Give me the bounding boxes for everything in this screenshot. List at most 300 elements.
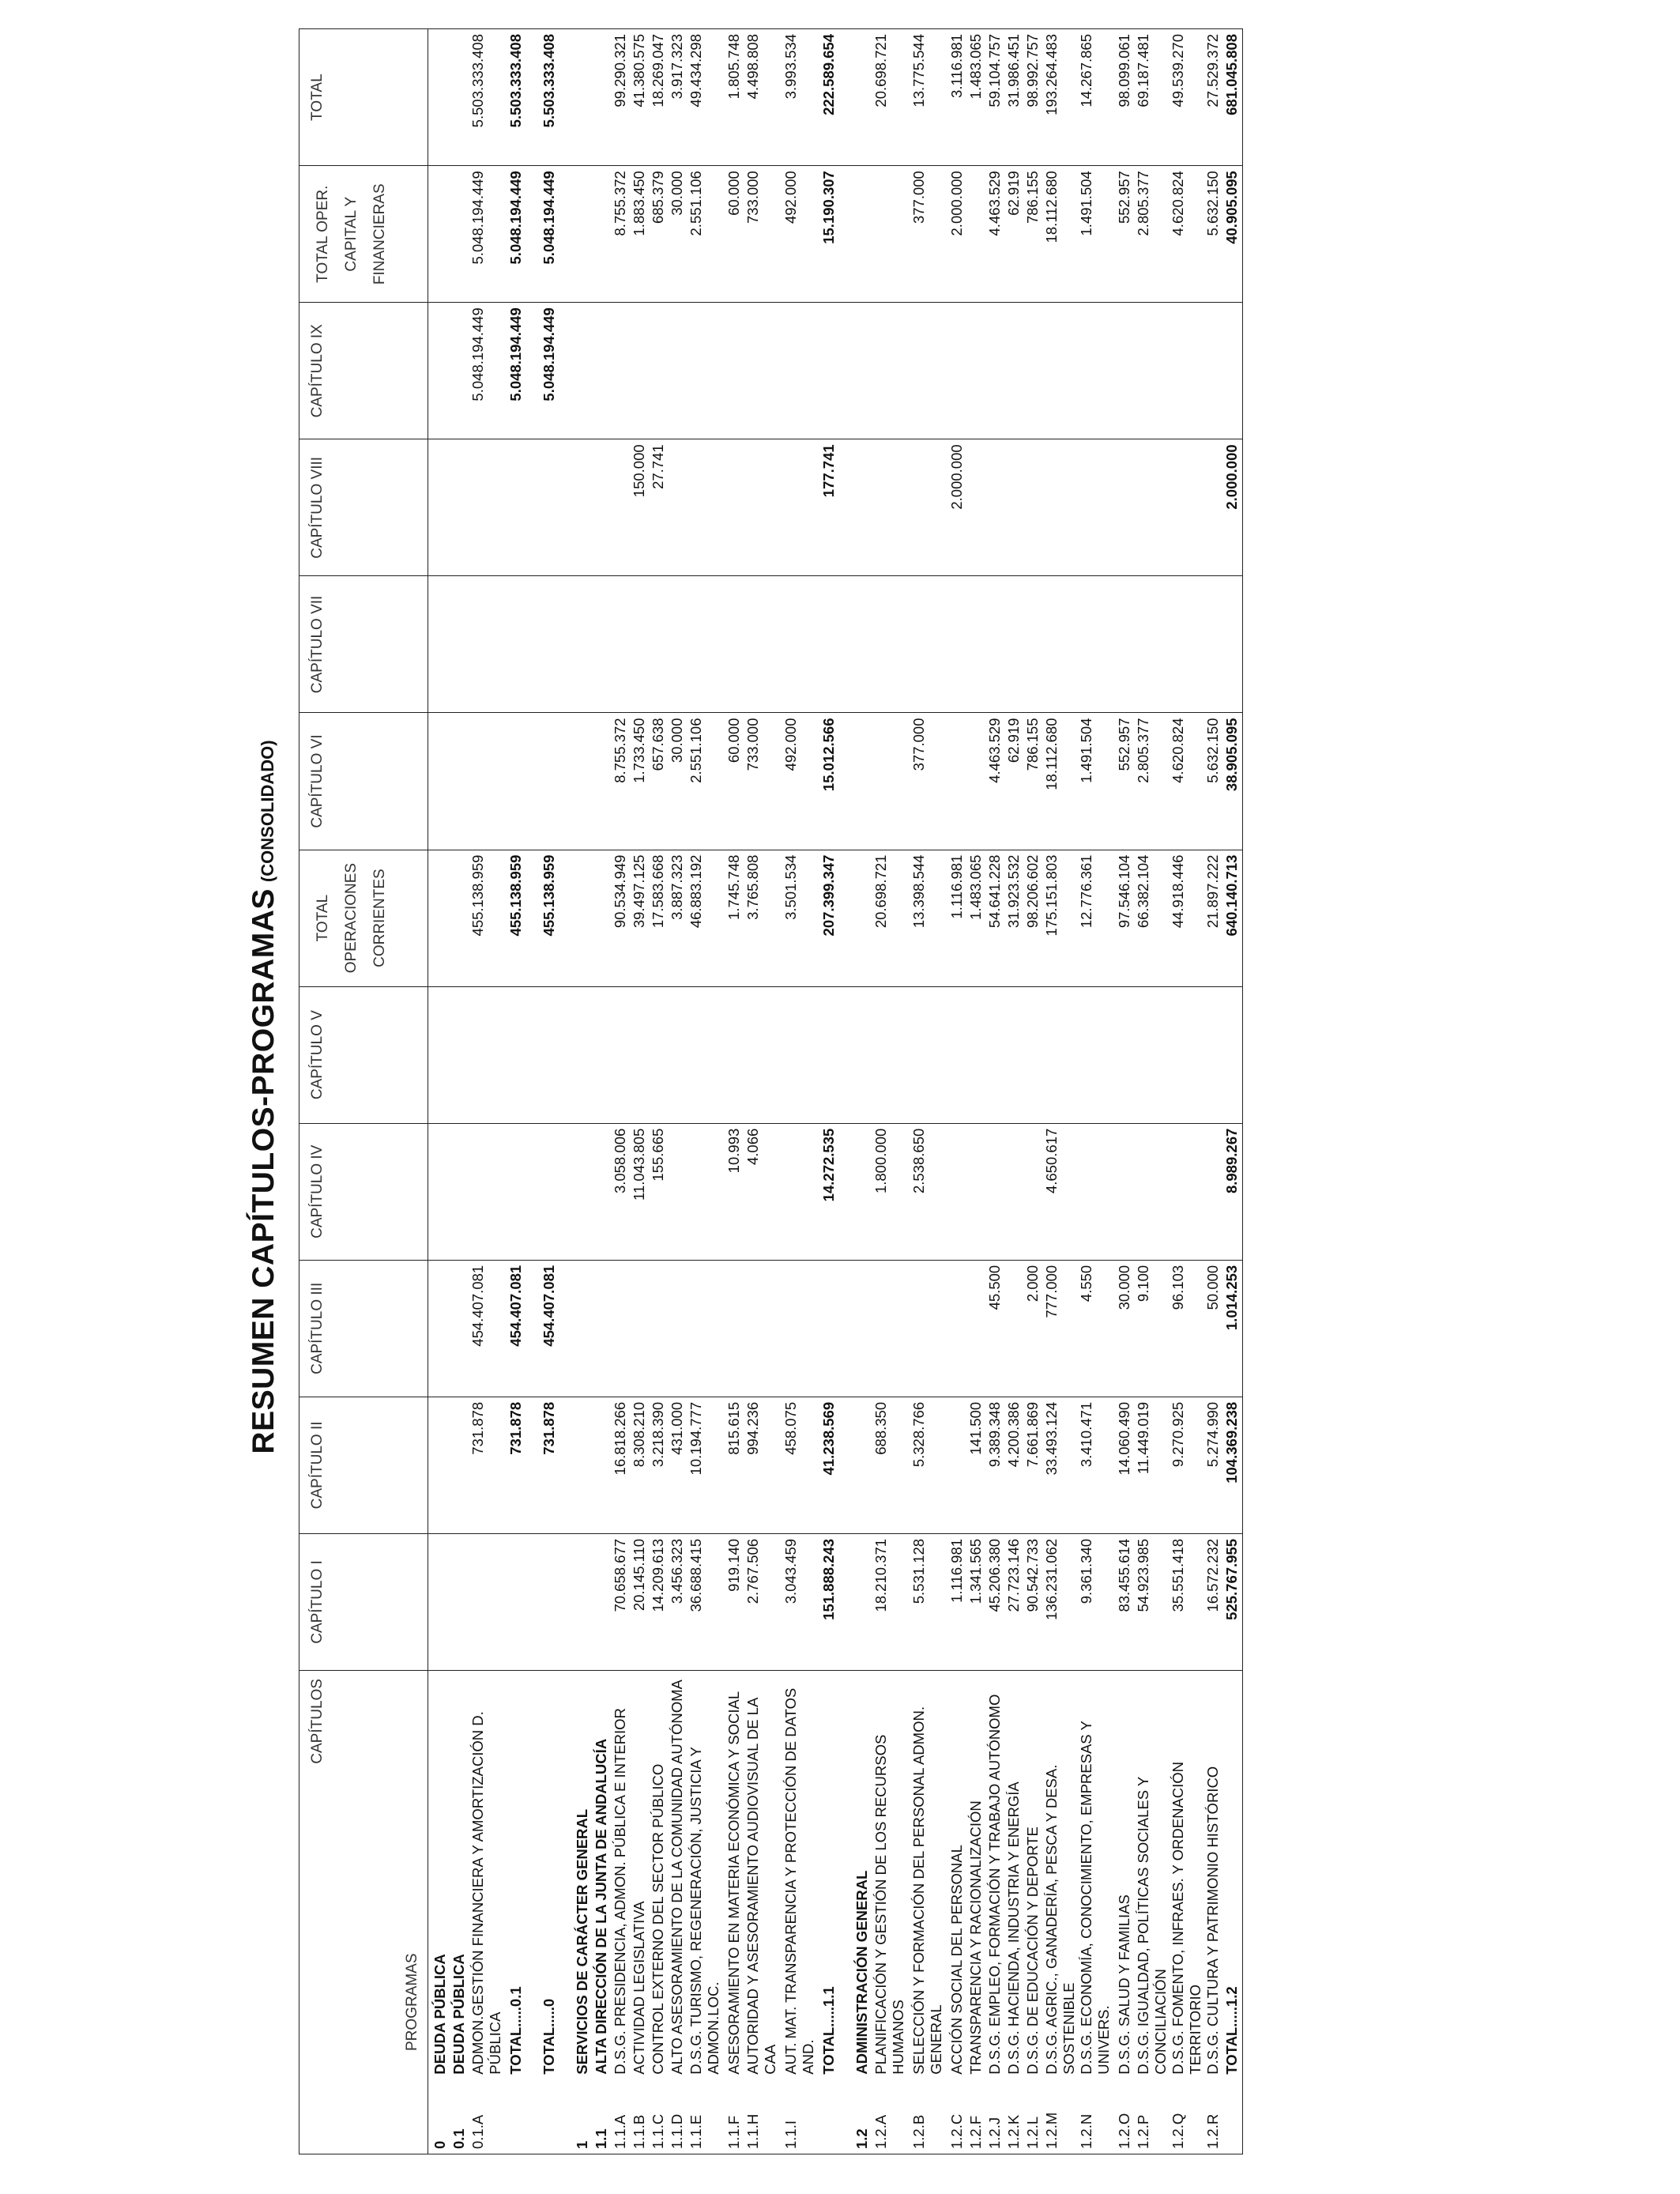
row-code: 1.2.N (1078, 2079, 1116, 2154)
row-name: D.S.G. FOMENTO, INFRAES. Y ORDENACIÓN TERRITORIO (1170, 1761, 1203, 2075)
row-value (631, 303, 650, 439)
row-name: D.S.G. ECONOMÍA, CONOCIMIENTO, EMPRESAS Y UNIVERS. (1078, 1721, 1112, 2075)
row-value (1024, 986, 1043, 1123)
header-total-corrientes (299, 850, 428, 986)
spacer-cell (839, 439, 853, 576)
table-row (469, 29, 507, 2154)
row-value (744, 986, 782, 1123)
row-value (612, 303, 631, 439)
row-value: 44.918.446 (1170, 850, 1204, 986)
row-value (872, 576, 910, 713)
row-code: 1.1.E (687, 2079, 725, 2154)
row-value (612, 986, 631, 1123)
row-value (1170, 986, 1204, 1123)
header-tc-line2: OPERACIONES (343, 862, 360, 974)
row-value (541, 1533, 559, 1670)
row-value (744, 1260, 782, 1397)
row-value (593, 1123, 612, 1260)
row-value (687, 1123, 725, 1260)
row-value: 14.272.535 (820, 1123, 839, 1260)
row-value (782, 1260, 820, 1397)
row-value: 40.905.095 (1223, 166, 1243, 303)
row-value: 60.000 (725, 166, 744, 303)
row-value (574, 166, 593, 303)
table-row (744, 29, 782, 2154)
row-value (650, 576, 669, 713)
row-value (782, 576, 820, 713)
row-value: 222.589.654 (820, 29, 839, 166)
row-value: 4.066 (744, 1123, 782, 1260)
table-row (541, 29, 559, 2154)
row-value (853, 576, 872, 713)
row-value: 30.000 (669, 166, 687, 303)
row-name: D.S.G. TURISMO, REGENERACIÓN, JUSTICIA Y ADMON.LOC. (687, 1747, 721, 2075)
row-value: 10.993 (725, 1123, 744, 1260)
row-value: 31.923.532 (1005, 850, 1024, 986)
row-name: TRANSPARENCIA Y RACIONALIZACIÓN (967, 1800, 984, 2075)
row-value: 3.917.323 (669, 29, 687, 166)
spacer-cell (559, 29, 574, 166)
row-value: 27.741 (650, 439, 669, 576)
row-value (872, 166, 910, 303)
row-name: ACTIVIDAD LEGISLATIVA (631, 1901, 647, 2075)
row-value (1078, 303, 1116, 439)
row-code: 1.2.O (1116, 2079, 1135, 2154)
row-value (1024, 303, 1043, 439)
row-value: 46.883.192 (687, 850, 725, 986)
header-c1: CAPÍTULO I (299, 1533, 428, 1670)
row-value (853, 1533, 872, 1670)
row-name: ASESORAMIENTO EN MATERIA ECONÓMICA Y SOCIAL (725, 1691, 742, 2075)
row-value (1005, 303, 1024, 439)
spacer-cell (559, 1533, 574, 1670)
row-value (986, 1123, 1005, 1260)
header-tc-line3: CORRIENTES (371, 869, 388, 967)
row-value: 10.194.777 (687, 1397, 725, 1533)
row-value: 69.187.481 (1135, 29, 1170, 166)
row-value (574, 986, 593, 1123)
row-value: 49.539.270 (1170, 29, 1204, 166)
row-value (967, 303, 986, 439)
header-to-line3: FINANCIERAS (371, 183, 388, 285)
row-value: 13.775.544 (910, 29, 948, 166)
row-value (428, 1123, 451, 1260)
row-value (507, 986, 526, 1123)
row-value: 11.043.805 (631, 1123, 650, 1260)
row-value: 815.615 (725, 1397, 744, 1533)
row-value (574, 1397, 593, 1533)
spacer-cell (526, 713, 541, 850)
row-value (450, 1397, 469, 1533)
row-value: 458.075 (782, 1397, 820, 1533)
row-value: 11.449.019 (1135, 1397, 1170, 1533)
header-c2: CAPÍTULO II (299, 1397, 428, 1533)
row-code: 1.1 (593, 2079, 612, 2154)
row-value: 99.290.321 (612, 29, 631, 166)
row-value (1043, 439, 1078, 576)
row-value (910, 986, 948, 1123)
row-value (1223, 986, 1243, 1123)
row-value: 1.491.504 (1078, 713, 1116, 850)
row-value: 2.000.000 (1223, 439, 1243, 576)
row-value (428, 29, 451, 166)
row-value (1005, 1260, 1024, 1397)
row-name: TOTAL.....0 (541, 1998, 557, 2075)
row-value (507, 439, 526, 576)
row-value (910, 576, 948, 713)
row-value (1204, 439, 1223, 576)
row-value: 5.048.194.449 (469, 166, 507, 303)
row-value: 14.267.865 (1078, 29, 1116, 166)
row-name: D.S.G. AGRIC., GANADERÍA, PESCA Y DESA. SOSTENIBLE (1043, 1764, 1077, 2075)
row-code: 1.2.P (1135, 2079, 1170, 2154)
row-value: 4.463.529 (986, 166, 1005, 303)
row-value (872, 1260, 910, 1397)
row-value: 681.045.808 (1223, 29, 1243, 166)
row-value (574, 576, 593, 713)
table-row (1170, 29, 1204, 2154)
row-value (450, 1533, 469, 1670)
row-value (450, 1260, 469, 1397)
row-value: 177.741 (820, 439, 839, 576)
table-row (574, 29, 593, 2154)
spacer-row (559, 29, 574, 2154)
row-value: 731.878 (507, 1397, 526, 1533)
row-value: 54.641.228 (986, 850, 1005, 986)
row-value: 4.498.808 (744, 29, 782, 166)
row-value (428, 166, 451, 303)
row-value (853, 1397, 872, 1533)
spacer-cell (559, 2079, 574, 2154)
row-value (910, 303, 948, 439)
spacer-cell (559, 1397, 574, 1533)
row-value: 552.957 (1116, 166, 1135, 303)
row-name: D.S.G. IGUALDAD, POLÍTICAS SOCIALES Y CONCILIACIÓN (1135, 1777, 1169, 2075)
row-value: 3.116.981 (948, 29, 967, 166)
row-code: 1.1.H (744, 2079, 782, 2154)
spacer-row (839, 29, 853, 2154)
row-value: 5.048.194.449 (507, 166, 526, 303)
table-row (687, 29, 725, 2154)
subtitle-text: (CONSOLIDADO) (258, 740, 277, 883)
row-value (428, 986, 451, 1123)
row-value (1135, 439, 1170, 576)
row-value: 38.905.095 (1223, 713, 1243, 850)
row-value (948, 576, 967, 713)
row-value: 35.551.418 (1170, 1533, 1204, 1670)
row-value (687, 986, 725, 1123)
row-value (853, 850, 872, 986)
row-value (853, 166, 872, 303)
row-name: CONTROL EXTERNO DEL SECTOR PÚBLICO (650, 1763, 666, 2075)
row-value (782, 303, 820, 439)
row-value: 1.745.748 (725, 850, 744, 986)
row-value: 733.000 (744, 713, 782, 850)
row-value (967, 1260, 986, 1397)
header-c9: CAPÍTULO IX (299, 303, 428, 439)
row-value (469, 1533, 507, 1670)
row-value: 27.529.372 (1204, 29, 1223, 166)
row-value: 1.483.065 (967, 850, 986, 986)
row-value (820, 986, 839, 1123)
row-value: 4.620.824 (1170, 713, 1204, 850)
spacer-cell (526, 166, 541, 303)
row-value: 3.765.808 (744, 850, 782, 986)
row-code: 1.2.L (1024, 2079, 1043, 2154)
header-total: TOTAL (299, 29, 428, 166)
row-value (872, 303, 910, 439)
row-value: 7.661.869 (1024, 1397, 1043, 1533)
row-name: SERVICIOS DE CARÁCTER GENERAL (574, 1808, 590, 2075)
row-code (820, 2079, 839, 2154)
row-value (669, 439, 687, 576)
row-value: 98.206.602 (1024, 850, 1043, 986)
spacer-cell (526, 1533, 541, 1670)
row-code (507, 2079, 526, 2154)
row-value: 39.497.125 (631, 850, 650, 986)
table-row (725, 29, 744, 2154)
row-value: 786.155 (1024, 166, 1043, 303)
table-row (428, 29, 451, 2154)
row-value: 777.000 (1043, 1260, 1078, 1397)
row-value (1116, 576, 1135, 713)
row-value (669, 1123, 687, 1260)
row-value (725, 439, 744, 576)
row-value: 640.140.713 (1223, 850, 1243, 986)
row-value: 657.638 (650, 713, 669, 850)
row-value: 733.000 (744, 166, 782, 303)
row-value (820, 576, 839, 713)
row-value: 104.369.238 (1223, 1397, 1243, 1533)
row-value: 16.818.266 (612, 1397, 631, 1533)
row-value (1024, 1123, 1043, 1260)
spacer-cell (559, 713, 574, 850)
row-value (1078, 986, 1116, 1123)
spacer-cell (839, 166, 853, 303)
row-value (450, 713, 469, 850)
row-value: 5.632.150 (1204, 166, 1223, 303)
row-value: 3.501.534 (782, 850, 820, 986)
row-value (725, 576, 744, 713)
row-value (1204, 576, 1223, 713)
row-value (725, 303, 744, 439)
row-value (1043, 303, 1078, 439)
row-value (910, 439, 948, 576)
spacer-cell (526, 1123, 541, 1260)
row-value (669, 1260, 687, 1397)
row-code: 1 (574, 2079, 593, 2154)
row-value: 30.000 (1116, 1260, 1135, 1397)
row-value: 62.919 (1005, 166, 1024, 303)
row-value (541, 1123, 559, 1260)
row-value (967, 576, 986, 713)
row-value (541, 576, 559, 713)
spacer-cell (839, 1123, 853, 1260)
row-value (450, 850, 469, 986)
row-name: TOTAL.....0.1 (507, 1986, 524, 2075)
row-value: 455.138.959 (469, 850, 507, 986)
spacer-cell (526, 986, 541, 1123)
row-value (450, 303, 469, 439)
row-value (782, 439, 820, 576)
table-row (650, 29, 669, 2154)
row-value: 14.209.613 (650, 1533, 669, 1670)
row-value (967, 439, 986, 576)
spacer-cell (839, 2079, 853, 2154)
header-to-line1: TOTAL OPER. (315, 185, 331, 283)
row-value (469, 713, 507, 850)
row-value: 454.407.081 (469, 1260, 507, 1397)
row-value: 155.665 (650, 1123, 669, 1260)
row-value (1078, 439, 1116, 576)
row-value: 786.155 (1024, 713, 1043, 850)
row-value: 54.923.985 (1135, 1533, 1170, 1670)
row-name: AUTORIDAD Y ASESORAMIENTO AUDIOVISUAL DE LA CAA (744, 1698, 778, 2075)
row-value (687, 1260, 725, 1397)
row-value: 83.455.614 (1116, 1533, 1135, 1670)
row-value: 98.099.061 (1116, 29, 1135, 166)
row-name: AUT. MAT. TRANSPARENCIA Y PROTECCIÓN DE DATOS AND. (782, 1687, 816, 2075)
spacer-cell (839, 29, 853, 166)
row-value (612, 439, 631, 576)
row-value: 18.210.371 (872, 1533, 910, 1670)
row-code: 1.2.R (1204, 2079, 1223, 2154)
row-value (967, 713, 986, 850)
row-value (574, 29, 593, 166)
row-value: 454.407.081 (541, 1260, 559, 1397)
row-value (725, 1260, 744, 1397)
row-value (948, 1260, 967, 1397)
row-value (782, 1123, 820, 1260)
row-value: 41.238.569 (820, 1397, 839, 1533)
row-value: 49.434.298 (687, 29, 725, 166)
row-value: 3.043.459 (782, 1533, 820, 1670)
row-value (820, 1260, 839, 1397)
row-value: 5.274.990 (1204, 1397, 1223, 1533)
spacer-cell (839, 850, 853, 986)
row-value (650, 303, 669, 439)
header-tc-line1: TOTAL (315, 894, 331, 942)
row-value: 141.500 (967, 1397, 986, 1533)
row-value (910, 1260, 948, 1397)
row-value: 9.361.340 (1078, 1533, 1116, 1670)
spacer-cell (526, 303, 541, 439)
row-value (593, 1260, 612, 1397)
row-value (428, 1533, 451, 1670)
row-value (853, 713, 872, 850)
row-value: 3.218.390 (650, 1397, 669, 1533)
row-value (428, 1260, 451, 1397)
row-value (450, 1123, 469, 1260)
spacer-cell (839, 576, 853, 713)
header-c3: CAPÍTULO III (299, 1260, 428, 1397)
row-name: ACCIÓN SOCIAL DEL PERSONAL (948, 1845, 965, 2075)
row-value (1204, 303, 1223, 439)
row-value (967, 166, 986, 303)
row-value: 18.269.047 (650, 29, 669, 166)
row-value (469, 576, 507, 713)
row-value (1135, 1123, 1170, 1260)
table-row (1078, 29, 1116, 2154)
spacer-cell (559, 850, 574, 986)
row-value (1170, 1123, 1204, 1260)
row-value: 3.887.323 (669, 850, 687, 986)
header-c8: CAPÍTULO VIII (299, 439, 428, 576)
row-value (669, 986, 687, 1123)
row-value (612, 576, 631, 713)
row-value: 1.014.253 (1223, 1260, 1243, 1397)
row-value: 207.399.347 (820, 850, 839, 986)
row-value (948, 303, 967, 439)
spacer-cell (559, 1123, 574, 1260)
row-value: 3.993.534 (782, 29, 820, 166)
row-value (593, 1533, 612, 1670)
row-value: 96.103 (1170, 1260, 1204, 1397)
row-value: 193.264.483 (1043, 29, 1078, 166)
row-value (853, 303, 872, 439)
row-value: 8.308.210 (631, 1397, 650, 1533)
row-name: D.S.G. SALUD Y FAMILIAS (1116, 1894, 1132, 2075)
row-value (507, 576, 526, 713)
row-value (669, 576, 687, 713)
row-name: D.S.G. PRESIDENCIA, ADMON. PÚBLICA E INTERIOR (612, 1708, 628, 2075)
row-name: SELECCIÓN Y FORMACIÓN DEL PERSONAL ADMON. GENERAL (910, 1706, 944, 2075)
title-text: RESUMEN CAPÍTULOS-PROGRAMAS (247, 888, 281, 1454)
table-row (450, 29, 469, 2154)
row-value (574, 1533, 593, 1670)
row-value (1170, 439, 1204, 576)
row-value (541, 713, 559, 850)
spacer-cell (839, 303, 853, 439)
table-row (593, 29, 612, 2154)
table-row (853, 29, 872, 2154)
header-c7: CAPÍTULO VII (299, 576, 428, 713)
row-value: 151.888.243 (820, 1533, 839, 1670)
table-row (1223, 29, 1243, 2154)
row-value: 377.000 (910, 713, 948, 850)
row-value: 5.048.194.449 (541, 303, 559, 439)
row-value (948, 1123, 967, 1260)
row-value (1116, 986, 1135, 1123)
row-name: D.S.G. CULTURA Y PATRIMONIO HISTÓRICO (1204, 1766, 1221, 2075)
row-value (1204, 986, 1223, 1123)
row-code: 1.1.I (782, 2079, 820, 2154)
row-value (593, 1397, 612, 1533)
spacer-cell (526, 1671, 541, 2079)
row-value (593, 576, 612, 713)
row-value: 9.389.348 (986, 1397, 1005, 1533)
row-value: 27.723.146 (1005, 1533, 1024, 1670)
row-value (853, 439, 872, 576)
row-value (541, 439, 559, 576)
row-value: 5.531.128 (910, 1533, 948, 1670)
row-code: 1.1.D (669, 2079, 687, 2154)
row-value (1024, 576, 1043, 713)
row-value: 15.012.566 (820, 713, 839, 850)
row-name: ALTO ASESORAMIENTO DE LA COMUNIDAD AUTÓNOMA (669, 1679, 685, 2075)
row-value (820, 303, 839, 439)
spacer-cell (526, 1397, 541, 1533)
row-code: 0.1 (450, 2079, 469, 2154)
row-value (593, 29, 612, 166)
row-value: 15.190.307 (820, 166, 839, 303)
row-value: 9.100 (1135, 1260, 1170, 1397)
row-value: 31.986.451 (1005, 29, 1024, 166)
row-value (428, 850, 451, 986)
row-value (1078, 1123, 1116, 1260)
row-value: 1.341.565 (967, 1533, 986, 1670)
row-value (948, 713, 967, 850)
